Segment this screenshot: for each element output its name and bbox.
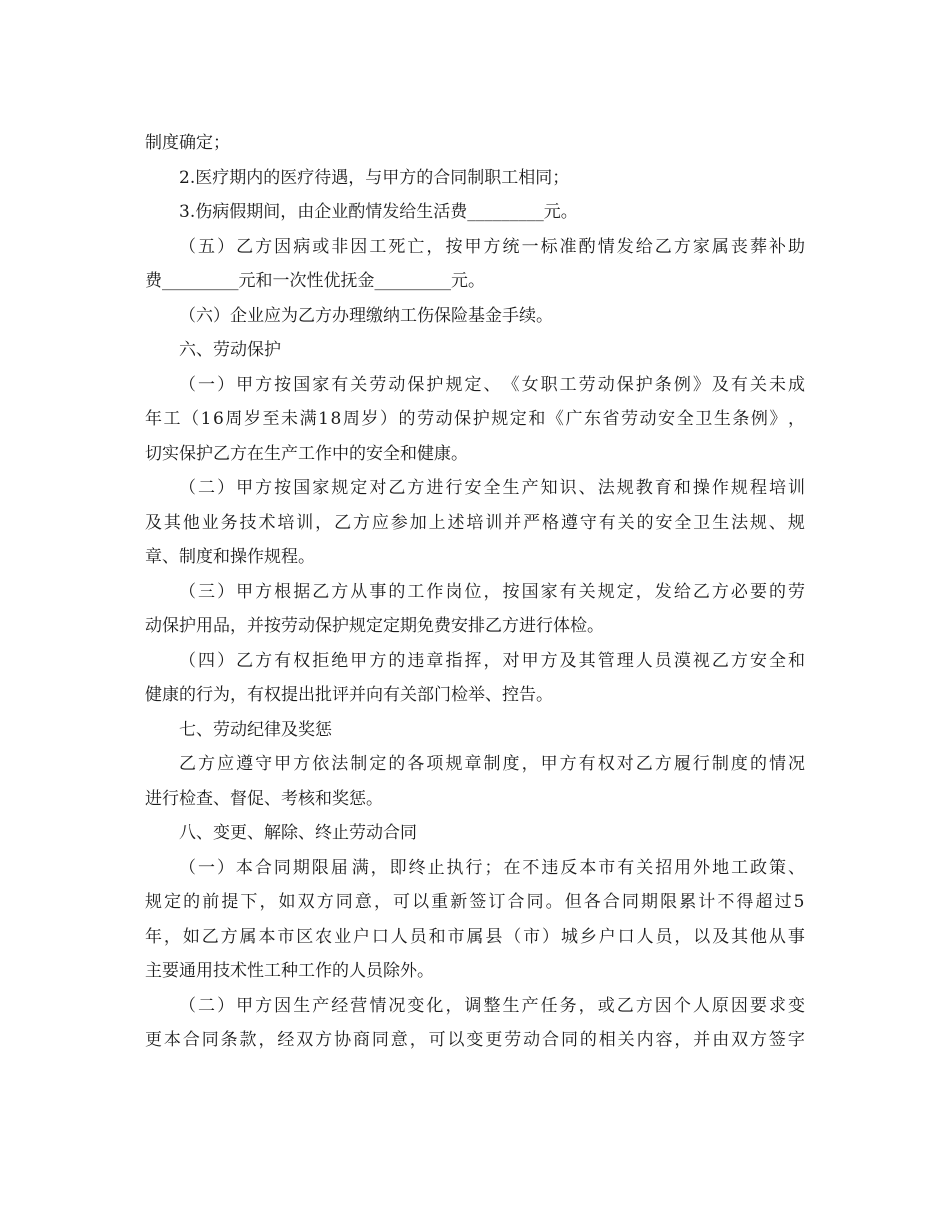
text-line: （ 二 ） 甲 方 按 国 家 规 定 对 乙 方 进 行 安 全 生 产 知 识 、 法 规 教 育 和 操 作 规 程 培 训: [179, 478, 805, 498]
text-line: 制度确定；: [145, 133, 230, 153]
text-line: （ 五 ） 乙 方 因 病 或 非 因 工 死 亡 ， 按 甲 方 统 一 标 准 酌 情 发 给 乙 方 家 属 丧 葬 补 助: [179, 236, 805, 257]
text-line: 八、变更、解除、终止劳动合同: [179, 823, 417, 843]
text-line: 乙 方 应 遵 守 甲 方 依 法 制 定 的 各 项 规 章 制 度 ， 甲 方 有 权 对 乙 方 履 行 制 度 的 情 况: [179, 754, 805, 774]
text-line: 动保护用品，并按劳动保护规定定期免费安排乙方进行体检。: [145, 616, 604, 636]
text-line: （ 四 ） 乙 方 有 权 拒 绝 甲 方 的 违 章 指 挥 ， 对 甲 方 及 其 管 理 人 员 漠 视 乙 方 安 全 和: [179, 650, 805, 671]
text-line: （ 一 ） 甲 方 按 国 家 有 关 劳 动 保 护 规 定 、 《 女 职 工 劳 动 保 护 条 例 》 及 有 关 未 成: [179, 374, 805, 395]
text-line: 3.伤病假期间，由企业酌情发给生活费_________元。: [179, 202, 578, 222]
text-line: 进行检查、督促、考核和奖惩。: [145, 788, 383, 809]
text-line: 健康的行为，有权提出批评并向有关部门检举、控告。: [145, 685, 553, 705]
text-line: 年 工 （ 1 6 周 岁 至 未 满 1 8 周 岁 ） 的 劳 动 保 护 规 定 和 《 广 东 省 劳 动 安 全 卫 生 条 例 》 ，: [145, 409, 805, 429]
text-line: （ 三 ） 甲 方 根 据 乙 方 从 事 的 工 作 岗 位 ， 按 国 家 有 关 规 定 ， 发 给 乙 方 必 要 的 劳: [179, 581, 805, 602]
text-line: 及 其 他 业 务 技 术 培 训 ， 乙 方 应 参 加 上 述 培 训 并 严 格 遵 守 有 关 的 安 全 卫 生 法 规 、 规: [145, 512, 805, 533]
text-line: 七、劳动纪律及奖惩: [179, 719, 332, 740]
text-line: 规 定 的 前 提 下 ， 如 双 方 同 意 ， 可 以 重 新 签 订 合 同 。 但 各 合 同 期 限 累 计 不 得 超 过 5: [145, 892, 805, 912]
text-line: （六）企业应为乙方办理缴纳工伤保险基金手续。: [179, 305, 553, 326]
text-line: 2.医疗期内的医疗待遇，与甲方的合同制职工相同；: [179, 167, 570, 188]
document-body: [145, 126, 805, 1058]
text-line: 主要通用技术性工种工作的人员除外。: [145, 961, 434, 981]
text-line: 更 本 合 同 条 款 ， 经 双 方 协 商 同 意 ， 可 以 变 更 劳 动 合 同 的 相 关 内 容 ， 并 由 双 方 签 字: [145, 1030, 805, 1050]
text-line: 章、制度和操作规程。: [145, 547, 315, 567]
text-line: 切实保护乙方在生产工作中的安全和健康。: [145, 443, 468, 464]
text-line: 年 ， 如 乙 方 属 本 市 区 农 业 户 口 人 员 和 市 属 县 （ 市 ） 城 乡 户 口 人 员 ， 以 及 其 他 从 事: [145, 926, 805, 947]
text-line: 六、劳动保护: [179, 340, 281, 360]
text-line: 费_________元和一次性优抚金_________元。: [145, 271, 485, 291]
text-line: （ 一 ） 本 合 同 期 限 届 满 ， 即 终 止 执 行 ； 在 不 违 反 本 市 有 关 招 用 外 地 工 政 策 、: [179, 857, 805, 878]
text-line: （ 二 ） 甲 方 因 生 产 经 营 情 况 变 化 ， 调 整 生 产 任 务 ， 或 乙 方 因 个 人 原 因 要 求 变: [179, 995, 805, 1016]
